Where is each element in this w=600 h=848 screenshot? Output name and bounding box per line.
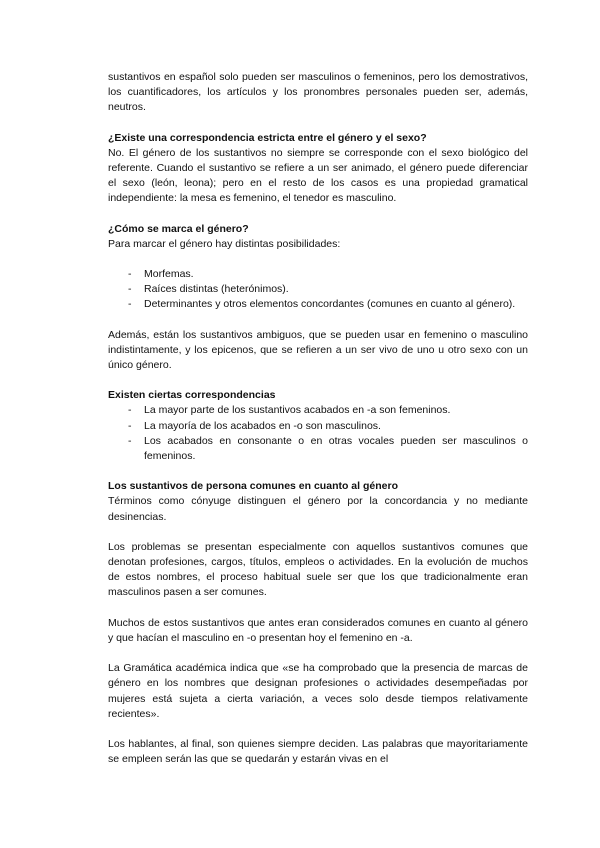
- section-heading-common-nouns: Los sustantivos de persona comunes en cuanto al género: [108, 480, 398, 493]
- list-marker: -: [128, 283, 132, 296]
- section-heading-marking: ¿Cómo se marca el género?: [108, 222, 249, 235]
- marking-list: [108, 267, 528, 313]
- list-item: - Los acabados en consonante o en otras vocales pueden ser masculinos o femeninos.: [128, 434, 528, 463]
- document-page: [108, 70, 528, 767]
- list-marker: -: [128, 434, 132, 447]
- list-marker: -: [128, 298, 132, 311]
- list-marker: -: [128, 419, 132, 432]
- section-heading-correspondences: Existen ciertas correspondencias: [108, 389, 276, 402]
- intro-paragraph: sustantivos en español solo pueden ser masculinos o femeninos, pero los demostrativos, los cuantificadores, los artículos y los pronombres personales pueden ser, además, neutros.: [108, 71, 528, 114]
- section-heading-gender-sex: ¿Existe una correspondencia estricta entre el género y el sexo?: [108, 131, 427, 144]
- list-marker: -: [128, 268, 132, 281]
- list-item: - La mayoría de los acabados en -o son masculinos.: [108, 419, 528, 434]
- section-body-marking: Para marcar el género hay distintas posibilidades:: [108, 237, 341, 250]
- ambiguous-epicene-paragraph: Además, están los sustantivos ambiguos, que se pueden usar en femenino o masculino indistintamente, y los epicenos, que se refieren a un ser vivo de uno u otro sexo con un único género.: [108, 328, 528, 372]
- common-nouns-paragraph: Términos como cónyuge distinguen el género por la concordancia y no mediante desinencias.: [108, 495, 528, 523]
- list-marker: -: [128, 404, 132, 417]
- common-nouns-paragraph: Los hablantes, al final, son quienes siempre deciden. Las palabras que mayoritariamente se empleen serán las que se quedarán y estarán vivas en el: [108, 737, 528, 766]
- list-item: - Morfemas.: [108, 267, 528, 282]
- common-nouns-paragraph: Los problemas se presentan especialmente con aquellos sustantivos comunes que denotan profesiones, cargos, títulos, empleos o actividades. En la evolución de muchos de estos nombres, el proceso habitual suele ser que los que tradicionalmente eran masculinos pasen a ser comunes.: [108, 540, 528, 599]
- list-item: - La mayor parte de los sustantivos acabados en -a son femeninos.: [108, 403, 528, 418]
- section-body-gender-sex: No. El género de los sustantivos no siempre se corresponde con el sexo biológico del referente. Cuando el sustantivo se refiere a un ser animado, el género puede diferenciar el sexo (león, leona); pero en el resto de los casos es una propiedad gramatical independiente: la mesa es femenino, el tenedor es masculino.: [108, 146, 528, 205]
- list-item: - Determinantes y otros elementos concordantes (comunes en cuanto al género).: [108, 297, 528, 312]
- correspondences-list: [108, 403, 528, 464]
- list-item: - Raíces distintas (heterónimos).: [108, 282, 528, 297]
- common-nouns-paragraph: Muchos de estos sustantivos que antes eran considerados comunes en cuanto al género y que hacían el masculino en -o presentan hoy el femenino en -a.: [108, 616, 528, 644]
- common-nouns-paragraph: La Gramática académica indica que «se ha comprobado que la presencia de marcas de género en los nombres que designan profesiones o actividades desempeñadas por mujeres está sujeta a cierta variación, a veces solo desde tiempos relativamente recientes».: [108, 662, 528, 720]
